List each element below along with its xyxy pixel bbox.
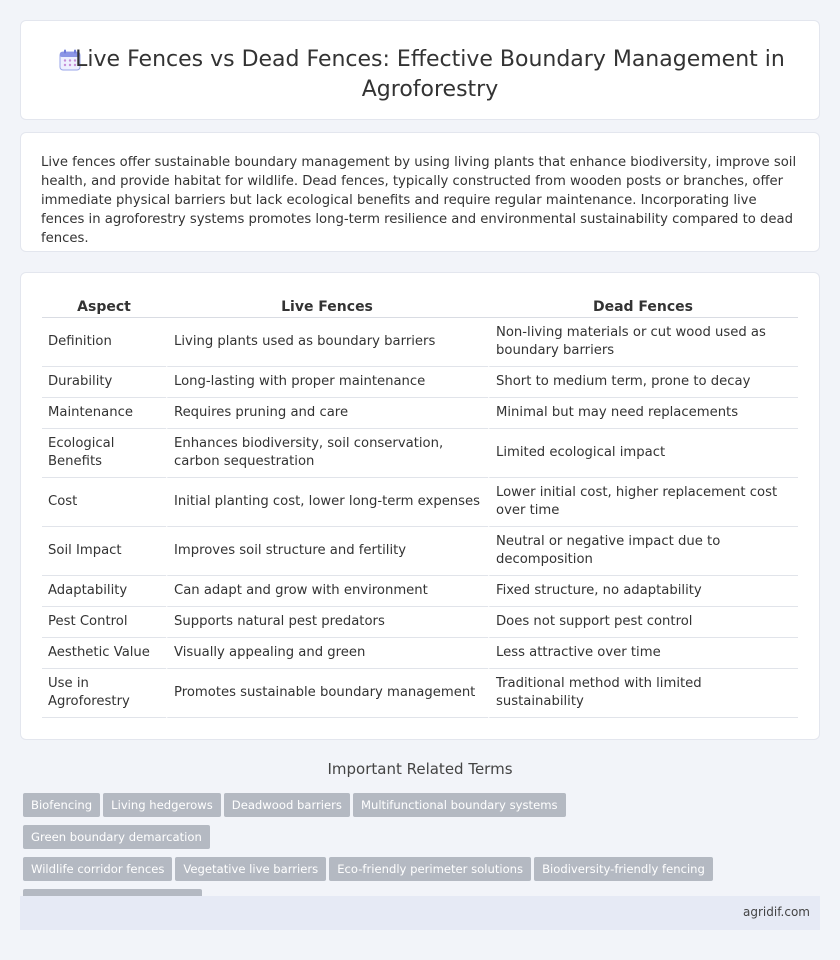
cell-aspect: Maintenance xyxy=(42,398,166,429)
cell-dead: Does not support pest control xyxy=(488,607,798,638)
cell-aspect: Definition xyxy=(42,318,166,367)
cell-live: Enhances biodiversity, soil conservation, carbon sequestration xyxy=(166,429,488,478)
footer xyxy=(20,896,820,930)
tag-green-boundary-demarcation[interactable]: Green boundary demarcation xyxy=(23,825,210,849)
cell-live: Initial planting cost, lower long-term expenses xyxy=(166,478,488,527)
cell-aspect: Use in Agroforestry xyxy=(42,669,166,718)
cell-live: Long-lasting with proper maintenance xyxy=(166,367,488,398)
page-title-line-1: Live Fences vs Dead Fences: Effective Boundary Management in xyxy=(75,47,785,72)
header-aspect: Aspect xyxy=(42,297,166,318)
cell-dead: Limited ecological impact xyxy=(488,429,798,478)
cell-dead: Lower initial cost, higher replacement cost over time xyxy=(488,478,798,527)
tag-wildlife-corridor-fences[interactable]: Wildlife corridor fences xyxy=(23,857,172,881)
table-row xyxy=(42,638,798,669)
related-terms-title: Important Related Terms xyxy=(327,760,513,778)
cell-aspect: Durability xyxy=(42,367,166,398)
cell-dead: Non-living materials or cut wood used as boundary barriers xyxy=(488,318,798,367)
cell-live: Visually appealing and green xyxy=(166,638,488,669)
cell-aspect: Soil Impact xyxy=(42,527,166,576)
tag-vegetative-live-barriers[interactable]: Vegetative live barriers xyxy=(175,857,326,881)
table-row xyxy=(42,478,798,527)
cell-live: Promotes sustainable boundary management xyxy=(166,669,488,718)
title-card xyxy=(20,20,820,120)
comparison-card xyxy=(20,272,820,740)
comparison-table xyxy=(42,297,798,718)
table-header-row xyxy=(42,297,798,318)
header-dead-fences: Dead Fences xyxy=(488,297,798,318)
cell-live: Requires pruning and care xyxy=(166,398,488,429)
tag-multifunctional-boundary-systems[interactable]: Multifunctional boundary systems xyxy=(353,793,566,817)
cell-dead: Less attractive over time xyxy=(488,638,798,669)
table-row xyxy=(42,527,798,576)
page-title-line-2: Agroforestry xyxy=(361,77,499,102)
table-row xyxy=(42,607,798,638)
table-row xyxy=(42,429,798,478)
cell-aspect: Ecological Benefits xyxy=(42,429,166,478)
cell-aspect: Pest Control xyxy=(42,607,166,638)
tag-biofencing[interactable]: Biofencing xyxy=(23,793,100,817)
tag-biodiversity-friendly-fencing[interactable]: Biodiversity-friendly fencing xyxy=(534,857,713,881)
table-row xyxy=(42,367,798,398)
table-row xyxy=(42,398,798,429)
intro-paragraph: Live fences offer sustainable boundary management by using living plants that enhance biodiversity, improve soil health, and provide habitat for wildlife. Dead fences, typically constructed from wooden posts or branches, offer immediate physical barriers but lack ecological benefits and require regular maintenance. Incorporating live fences in agroforestry systems promotes long-term resilience and environmental sustainability compared to dead fences. xyxy=(41,155,797,246)
tag-living-hedgerows[interactable]: Living hedgerows xyxy=(103,793,221,817)
cell-live: Supports natural pest predators xyxy=(166,607,488,638)
cell-dead: Short to medium term, prone to decay xyxy=(488,367,798,398)
table-row xyxy=(42,576,798,607)
tag-eco-friendly-perimeter-solutions[interactable]: Eco-friendly perimeter solutions xyxy=(329,857,531,881)
table-row xyxy=(42,669,798,718)
footer-site-link[interactable]: agridif.com xyxy=(743,905,810,919)
cell-live: Living plants used as boundary barriers xyxy=(166,318,488,367)
cell-dead: Minimal but may need replacements xyxy=(488,398,798,429)
cell-aspect: Adaptability xyxy=(42,576,166,607)
cell-dead: Fixed structure, no adaptability xyxy=(488,576,798,607)
cell-aspect: Aesthetic Value xyxy=(42,638,166,669)
cell-live: Can adapt and grow with environment xyxy=(166,576,488,607)
page-title xyxy=(61,45,799,105)
cell-live: Improves soil structure and fertility xyxy=(166,527,488,576)
cell-dead: Traditional method with limited sustainability xyxy=(488,669,798,718)
tag-deadwood-barriers[interactable]: Deadwood barriers xyxy=(224,793,350,817)
cell-dead: Neutral or negative impact due to decomposition xyxy=(488,527,798,576)
cell-aspect: Cost xyxy=(42,478,166,527)
table-row xyxy=(42,318,798,367)
intro-card xyxy=(20,132,820,252)
header-live-fences: Live Fences xyxy=(166,297,488,318)
